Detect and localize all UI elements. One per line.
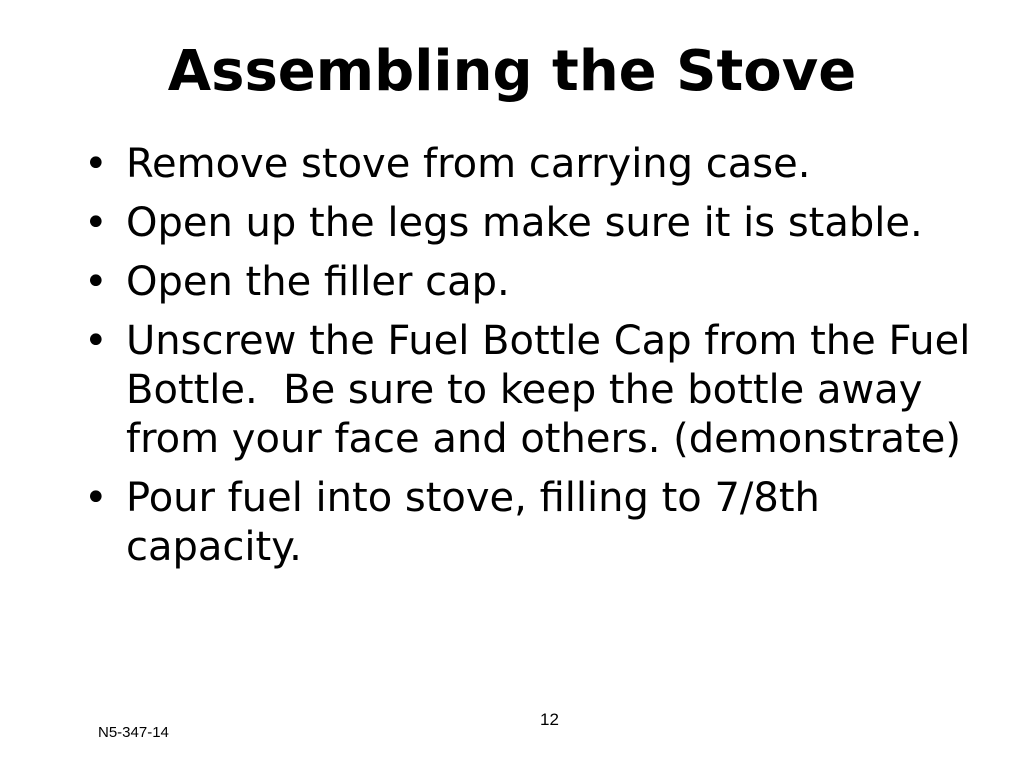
bullet-text: Unscrew the Fuel Bottle Cap from the Fuel Bottle. Be sure to keep the bottle away from your face and others. (demonstrate) [126,318,984,462]
bullet-text: Pour fuel into stove, filling to 7/8th capacity. [126,475,833,570]
bullet-text: Remove stove from carrying case. [126,141,811,187]
bullet-icon: • [84,259,108,305]
bullet-list [84,140,984,582]
footer-code: N5-347-14 [98,724,169,741]
bullet-item [84,199,984,248]
bullet-text: Open the filler cap. [126,259,510,305]
bullet-text: Open up the legs make sure it is stable. [126,200,923,246]
bullet-icon: • [84,318,108,364]
page-number: 12 [540,710,559,729]
slide-title: Assembling the Stove [167,39,857,104]
bullet-item [84,317,984,464]
bullet-icon: • [84,475,108,521]
bullet-item [84,474,984,572]
bullet-item [84,258,984,307]
bullet-icon: • [84,200,108,246]
bullet-item [84,140,984,189]
bullet-icon: • [84,141,108,187]
